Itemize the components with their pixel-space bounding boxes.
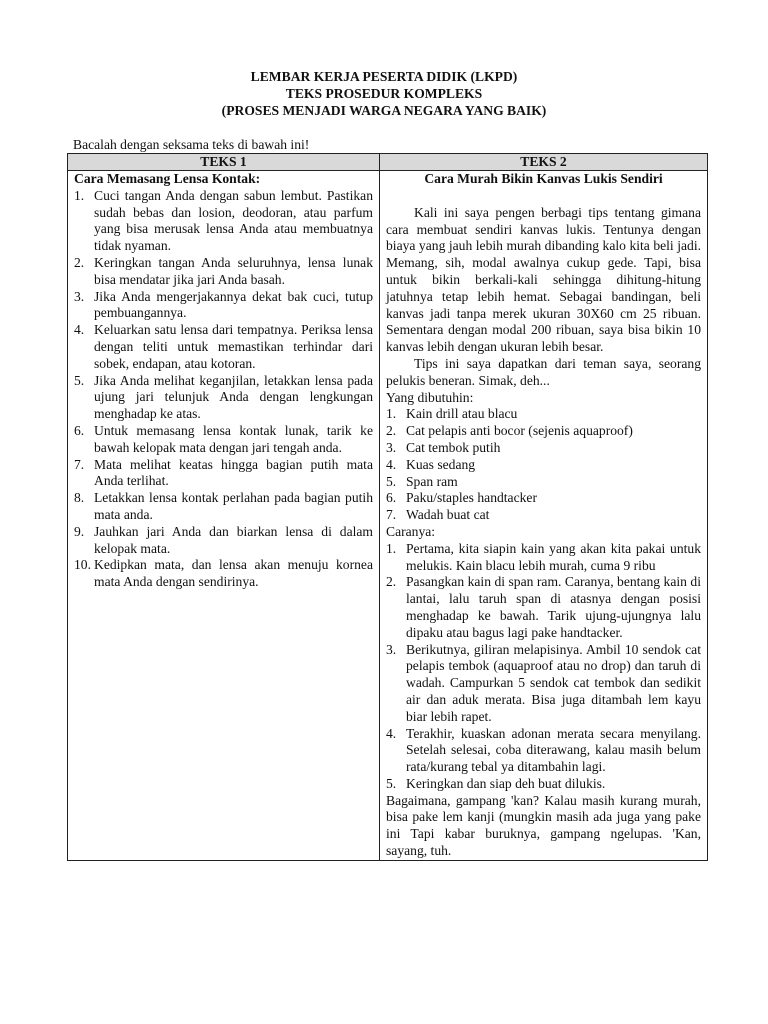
needs-list [386,406,701,524]
text-2-title: Cara Murah Bikin Kanvas Lukis Sendiri [424,171,663,186]
step-item [74,490,373,524]
needs-item [386,440,701,457]
step-item [74,524,373,558]
list-item-number: 1. [386,406,397,422]
column-header-text-1: TEKS 1 [68,154,380,171]
list-item-text: Jika Anda melihat keganjilan, letakkan lensa pada ujung jari telunjuk Anda dengan lengkungan menghadap ke atas. [94,372,373,422]
text-2-cell [380,171,708,861]
list-item-number: 2. [386,574,397,590]
list-item-number: 2. [74,254,85,270]
list-item-number: 8. [74,490,85,506]
method-item [386,776,701,793]
needs-item [386,474,701,491]
list-item-text: Keluarkan satu lensa dari tempatnya. Periksa lensa dengan teliti untuk memastikan terhindar dari sobek, endapan, atau kotoran. [94,322,373,371]
list-item-number: 4. [386,725,397,741]
method-item [386,642,701,726]
list-item-number: 10. [74,557,91,573]
list-item-number: 1. [74,187,85,203]
list-item-text: Wadah buat cat [406,507,490,523]
list-item-text: Kuas sedang [406,456,476,472]
needs-item [386,406,701,423]
column-header-text-2: TEKS 2 [380,154,708,171]
texts-table [67,153,708,861]
list-item-text: Cat pelapis anti bocor (sejenis aquaproof) [406,423,633,439]
list-item-text: Cuci tangan Anda dengan sabun lembut. Pastikan sudah bebas dan losion, deodoran, atau parfum yang bisa merusak lensa Anda atau membuatnya tidak nyaman. [94,187,373,254]
list-item-text: Kedipkan mata, dan lensa akan menuju kornea mata Anda dengan sendirinya. [94,557,373,590]
text-1-steps-list [74,188,373,591]
document-heading [0,68,768,119]
list-item-text: Jika Anda mengerjakannya dekat bak cuci, tutup pembuangannya. [94,288,373,321]
heading-line-3: (PROSES MENJADI WARGA NEGARA YANG BAIK) [221,103,547,118]
text-1-title: Cara Memasang Lensa Kontak: [74,171,261,186]
list-item-text: Keringkan dan siap deh buat dilukis. [406,775,606,791]
list-item-number: 3. [386,641,397,657]
step-item [74,373,373,423]
list-item-text: Paku/staples handtacker [406,490,537,506]
method-label: Caranya: [386,523,436,539]
step-item [74,289,373,323]
text-1-cell [68,171,380,861]
list-item-number: 3. [386,439,397,455]
step-item [74,457,373,491]
table-body-row [68,171,708,861]
list-item-number: 5. [386,473,397,489]
method-list [386,541,701,793]
spacer [386,188,701,205]
step-item [74,255,373,289]
table-header-row [68,154,708,171]
list-item-number: 4. [74,322,85,338]
method-item [386,574,701,641]
heading-line-2: TEKS PROSEDUR KOMPLEKS [285,86,483,101]
list-item-number: 3. [74,288,85,304]
needs-item [386,457,701,474]
list-item-text: Pertama, kita siapin kain yang akan kita pakai untuk melukis. Kain blacu lebih murah, cuma 9 ribu [406,540,701,573]
list-item-number: 6. [386,490,397,506]
text-2-paragraph-2: Tips ini saya dapatkan dari teman saya, seorang pelukis beneran. Simak, deh... [386,355,701,388]
text-2-paragraph-1: Kali ini saya pengen berbagi tips tentang gimana cara membuat sendiri kanvas lukis. Tentunya dengan biaya yang jauh lebih murah dibanding kalo kita beli jadi. Memang, sih, modal awalnya cukup gede. Tapi, bisa untuk bikin berkali-kali sehingga dihitung-hitung jatuhnya tetap lebih hemat. Sebagai bandingan, beli kanvas jadi tanpa merek ukuran 30X60 cm 25 ribuan. Sementara dengan modal 200 ribuan, saya bisa bikin 10 kanvas lebih dengan ukuran lebih besar. [386,204,701,355]
step-item [74,322,373,372]
list-item-text: Span ram [406,473,458,489]
list-item-number: 7. [74,456,85,472]
list-item-text: Letakkan lensa kontak perlahan pada bagian putih mata anda. [94,490,373,522]
list-item-number: 9. [74,523,85,539]
list-item-number: 4. [386,456,397,472]
method-item [386,726,701,776]
needs-item [386,490,701,507]
needs-label: Yang dibutuhin: [386,389,474,405]
list-item-number: 7. [386,507,397,523]
heading-line-1: LEMBAR KERJA PESERTA DIDIK (LKPD) [250,69,518,84]
method-item [386,541,701,575]
list-item-number: 6. [74,422,85,438]
list-item-number: 1. [386,540,397,556]
list-item-text: Cat tembok putih [406,439,501,455]
list-item-text: Untuk memasang lensa kontak lunak, tarik ke bawah kelopak mata dengan jari tengah anda. [94,422,373,455]
step-item [74,557,373,591]
needs-item [386,423,701,440]
list-item-number: 5. [74,372,85,388]
list-item-text: Berikutnya, giliran melapisinya. Ambil 10 sendok cat pelapis tembok (aquaproof atau no drop) dan taruh di wadah. Campurkan 5 sendok cat tembok dan sedikit air dan aduk merata. Bisa juga ditambah lem kayu biar lebih rapet. [406,641,701,724]
instruction-text: Bacalah dengan seksama teks di bawah ini! [73,137,310,152]
list-item-text: Keringkan tangan Anda seluruhnya, lensa lunak bisa mendatar jika jari Anda basah. [94,254,373,287]
needs-item [386,507,701,524]
list-item-text: Terakhir, kuaskan adonan merata secara menyilang. Setelah selesai, coba diterawang, kalau masih belum rata/kurang tebal ya ditambahin lagi. [406,725,701,775]
list-item-text: Kain drill atau blacu [406,406,518,422]
list-item-number: 5. [386,775,397,791]
list-item-number: 2. [386,423,397,439]
list-item-text: Pasangkan kain di span ram. Caranya, bentang kain di lantai, lalu taruh span di atasnya dengan posisi menghadap ke bawah. Tarik ujung-ujungnya lalu dipaku atau bagus lagi pake handtacker. [406,574,701,640]
list-item-text: Mata melihat keatas hingga bagian putih mata Anda terlihat. [94,456,373,489]
text-2-closing: Bagaimana, gampang 'kan? Kalau masih kurang murah, bisa pake lem kanji (mungkin masih ada juga yang pake ini Tapi kabar buruknya, gampang ngelupas. 'Kan, sayang, tuh. [386,792,701,859]
list-item-text: Jauhkan jari Anda dan biarkan lensa di dalam kelopak mata. [94,523,373,556]
step-item [74,188,373,255]
step-item [74,423,373,457]
